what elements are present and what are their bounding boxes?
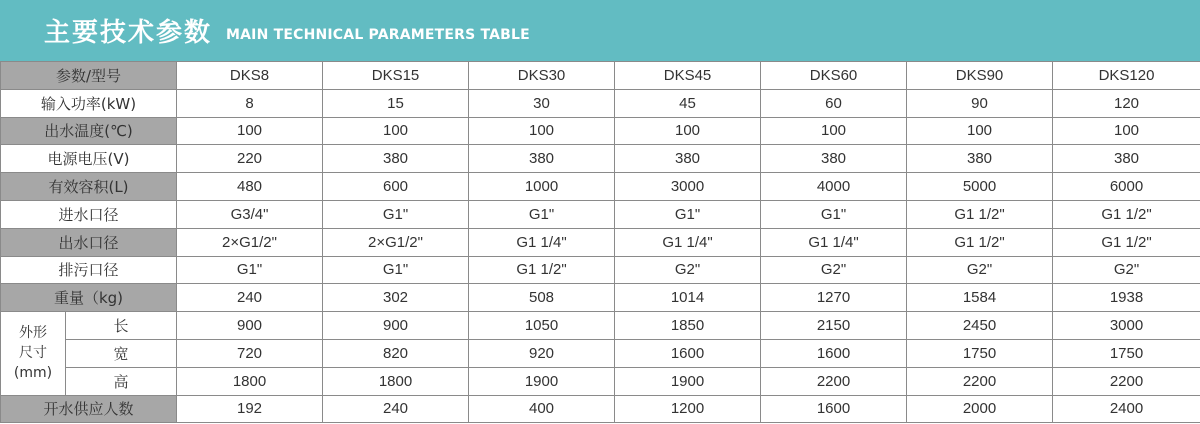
table-cell: G1 1/2" bbox=[1053, 200, 1200, 228]
table-cell: G1 1/4" bbox=[615, 228, 761, 256]
table-cell: 900 bbox=[323, 312, 469, 340]
table-cell: G1 1/2" bbox=[907, 200, 1053, 228]
table-cell: 380 bbox=[615, 145, 761, 173]
table-cell: 220 bbox=[177, 145, 323, 173]
table-cell: 900 bbox=[177, 312, 323, 340]
row-label: 输入功率(kW) bbox=[1, 89, 177, 117]
table-cell: 100 bbox=[1053, 117, 1200, 145]
table-cell: 480 bbox=[177, 173, 323, 201]
table-row bbox=[1, 173, 1200, 201]
model-header: DKS60 bbox=[761, 62, 907, 90]
table-cell: 2400 bbox=[1053, 395, 1200, 423]
table-cell: G1 1/2" bbox=[907, 228, 1053, 256]
dimension-row bbox=[1, 312, 1200, 340]
title-cn: 主要技术参数 bbox=[44, 18, 213, 48]
model-header: DKS30 bbox=[469, 62, 615, 90]
table-cell: 380 bbox=[761, 145, 907, 173]
table-cell: 1800 bbox=[323, 367, 469, 395]
table-cell: 2450 bbox=[907, 312, 1053, 340]
dimension-group-line: 外形 bbox=[19, 325, 47, 342]
table-cell: 100 bbox=[761, 117, 907, 145]
row-label: 电源电压(V) bbox=[1, 145, 177, 173]
table-cell: G1 1/4" bbox=[761, 228, 907, 256]
table-cell: 1800 bbox=[177, 367, 323, 395]
table-cell: 192 bbox=[177, 395, 323, 423]
table-cell: 3000 bbox=[615, 173, 761, 201]
table-cell: G1" bbox=[177, 256, 323, 284]
table-row bbox=[1, 395, 1200, 423]
table-cell: 100 bbox=[907, 117, 1053, 145]
table-cell: 100 bbox=[469, 117, 615, 145]
table-cell: 380 bbox=[907, 145, 1053, 173]
dimension-row bbox=[1, 339, 1200, 367]
table-cell: 2150 bbox=[761, 312, 907, 340]
table-row bbox=[1, 117, 1200, 145]
table-cell: 3000 bbox=[1053, 312, 1200, 340]
table-cell: 720 bbox=[177, 339, 323, 367]
row-label: 有效容积(L) bbox=[1, 173, 177, 201]
table-cell: 1584 bbox=[907, 284, 1053, 312]
table-cell: 508 bbox=[469, 284, 615, 312]
table-cell: G1" bbox=[323, 200, 469, 228]
model-header: DKS90 bbox=[907, 62, 1053, 90]
table-cell: G2" bbox=[907, 256, 1053, 284]
table-cell: 2200 bbox=[761, 367, 907, 395]
table-cell: 920 bbox=[469, 339, 615, 367]
row-label: 开水供应人数 bbox=[1, 395, 177, 423]
corner-cell: 参数/型号 bbox=[1, 62, 177, 90]
table-cell: G1" bbox=[761, 200, 907, 228]
table-cell: 1850 bbox=[615, 312, 761, 340]
table-cell: 100 bbox=[177, 117, 323, 145]
model-header: DKS15 bbox=[323, 62, 469, 90]
table-cell: 120 bbox=[1053, 89, 1200, 117]
table-cell: 380 bbox=[469, 145, 615, 173]
table-cell: 1050 bbox=[469, 312, 615, 340]
table-cell: 1270 bbox=[761, 284, 907, 312]
table-cell: 2200 bbox=[1053, 367, 1200, 395]
table-cell: 6000 bbox=[1053, 173, 1200, 201]
table-cell: 1014 bbox=[615, 284, 761, 312]
dimension-sub-label: 长 bbox=[66, 312, 177, 340]
table-cell: G2" bbox=[1053, 256, 1200, 284]
table-cell: G2" bbox=[615, 256, 761, 284]
row-label: 排污口径 bbox=[1, 256, 177, 284]
table-cell: 2200 bbox=[907, 367, 1053, 395]
row-label: 出水温度(℃) bbox=[1, 117, 177, 145]
table-cell: 15 bbox=[323, 89, 469, 117]
table-cell: G1" bbox=[469, 200, 615, 228]
table-cell: 1938 bbox=[1053, 284, 1200, 312]
table-cell: 1000 bbox=[469, 173, 615, 201]
table-cell: 2×G1/2" bbox=[323, 228, 469, 256]
table-row bbox=[1, 228, 1200, 256]
table-cell: G1" bbox=[615, 200, 761, 228]
title-banner bbox=[0, 0, 1200, 61]
table-row bbox=[1, 200, 1200, 228]
row-label: 出水口径 bbox=[1, 228, 177, 256]
title-en: MAIN TECHNICAL PARAMETERS TABLE bbox=[226, 26, 530, 43]
table-cell: 60 bbox=[761, 89, 907, 117]
table-cell: 4000 bbox=[761, 173, 907, 201]
table-cell: G1 1/2" bbox=[469, 256, 615, 284]
table-cell: 240 bbox=[323, 395, 469, 423]
table-cell: 302 bbox=[323, 284, 469, 312]
table-cell: 2000 bbox=[907, 395, 1053, 423]
table-cell: 1750 bbox=[907, 339, 1053, 367]
table-cell: 2×G1/2" bbox=[177, 228, 323, 256]
table-cell: 380 bbox=[323, 145, 469, 173]
table-cell: 240 bbox=[177, 284, 323, 312]
table-cell: 1600 bbox=[761, 339, 907, 367]
dimension-sub-label: 宽 bbox=[66, 339, 177, 367]
table-cell: 90 bbox=[907, 89, 1053, 117]
dimension-group-line: (mm) bbox=[13, 365, 53, 382]
table-body bbox=[1, 62, 1200, 423]
table-row bbox=[1, 145, 1200, 173]
table-cell: 1600 bbox=[615, 339, 761, 367]
table-cell: G2" bbox=[761, 256, 907, 284]
table-cell: 380 bbox=[1053, 145, 1200, 173]
model-header: DKS120 bbox=[1053, 62, 1200, 90]
dimension-row bbox=[1, 367, 1200, 395]
table-cell: 5000 bbox=[907, 173, 1053, 201]
table-cell: 400 bbox=[469, 395, 615, 423]
table-cell: 45 bbox=[615, 89, 761, 117]
table-cell: 1200 bbox=[615, 395, 761, 423]
dimension-group-line: 尺寸 bbox=[19, 345, 47, 362]
table-row bbox=[1, 284, 1200, 312]
header-row bbox=[1, 62, 1200, 90]
table-cell: 1750 bbox=[1053, 339, 1200, 367]
parameters-table bbox=[0, 61, 1200, 423]
table-cell: 1900 bbox=[615, 367, 761, 395]
model-header: DKS8 bbox=[177, 62, 323, 90]
table-cell: G3/4" bbox=[177, 200, 323, 228]
table-cell: 30 bbox=[469, 89, 615, 117]
dimension-group-label bbox=[1, 312, 66, 395]
table-cell: 100 bbox=[323, 117, 469, 145]
row-label: 进水口径 bbox=[1, 200, 177, 228]
model-header: DKS45 bbox=[615, 62, 761, 90]
table-cell: G1 1/4" bbox=[469, 228, 615, 256]
table-row bbox=[1, 256, 1200, 284]
table-cell: 1900 bbox=[469, 367, 615, 395]
table-row bbox=[1, 89, 1200, 117]
dimension-sub-label: 高 bbox=[66, 367, 177, 395]
table-cell: 600 bbox=[323, 173, 469, 201]
table-cell: 100 bbox=[615, 117, 761, 145]
table-cell: G1" bbox=[323, 256, 469, 284]
table-cell: 1600 bbox=[761, 395, 907, 423]
table-cell: 820 bbox=[323, 339, 469, 367]
table-cell: 8 bbox=[177, 89, 323, 117]
table-cell: G1 1/2" bbox=[1053, 228, 1200, 256]
row-label: 重量（kg) bbox=[1, 284, 177, 312]
